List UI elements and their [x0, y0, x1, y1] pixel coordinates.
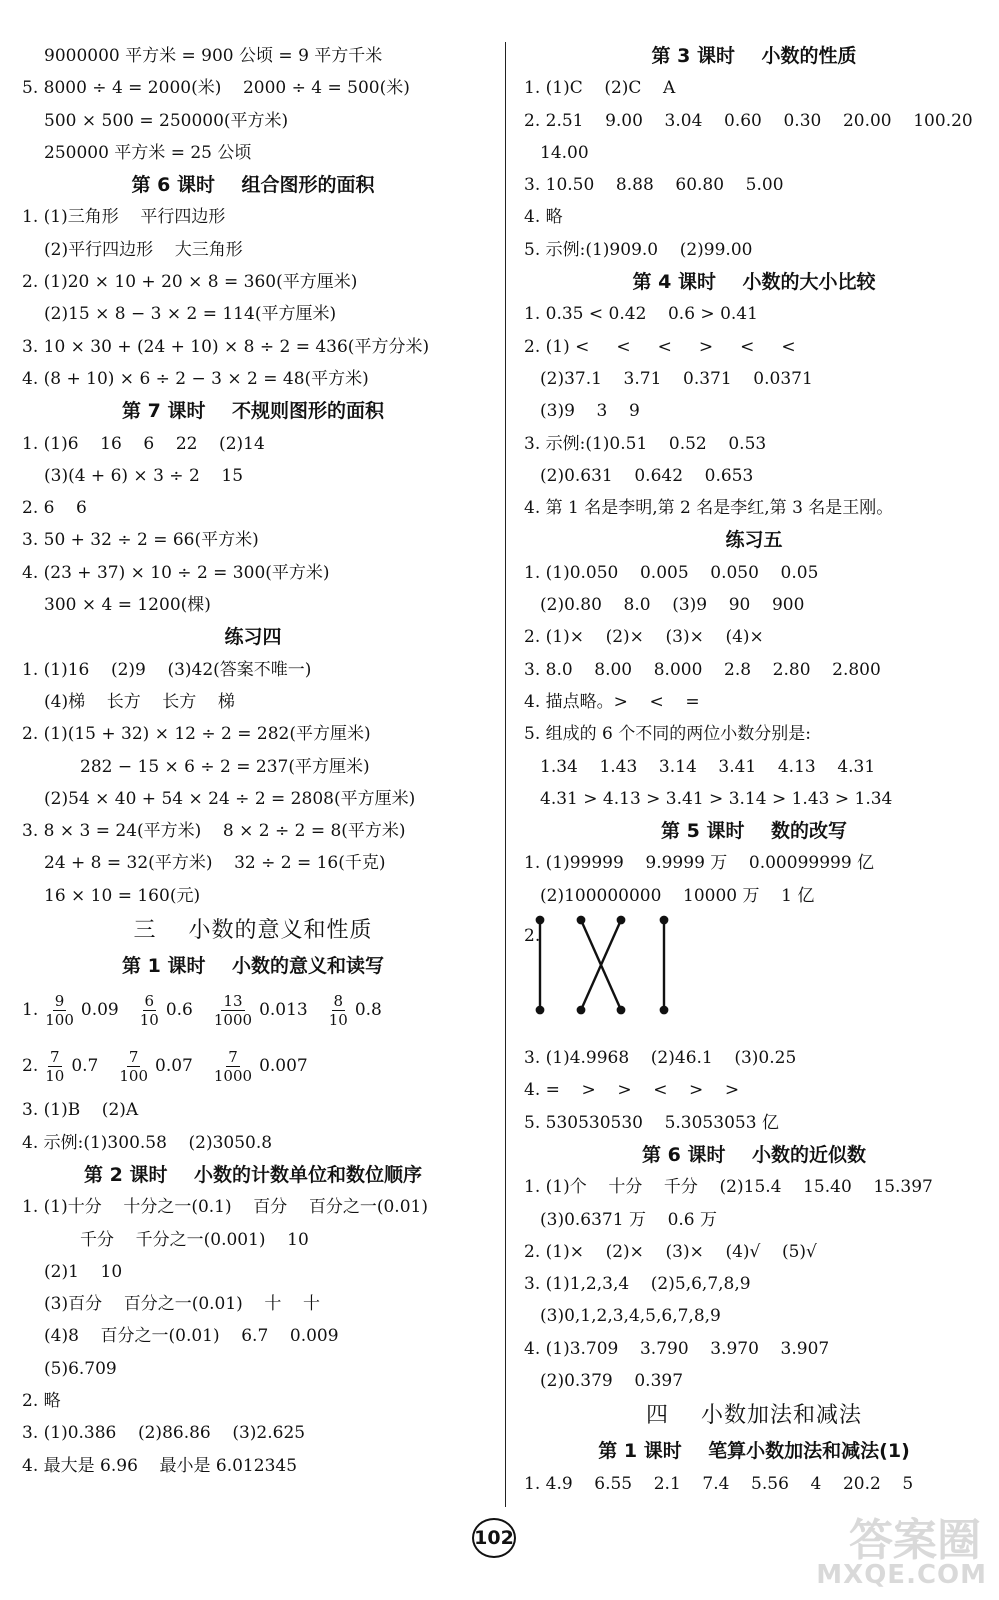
- answer-line: 4. 略: [524, 207, 563, 228]
- question-number: 2.: [22, 1056, 39, 1077]
- decimal-value: 0.8: [354, 1000, 382, 1021]
- answer-line: 3. 8 × 3 = 24(平方米) 8 × 2 ÷ 2 = 8(平方米): [22, 821, 406, 842]
- answer-line: 5. 示例:(1)909.0 (2)99.00: [524, 239, 753, 260]
- answer-line: (3)0,1,2,3,4,5,6,7,8,9: [540, 1306, 721, 1327]
- answer-line: 1. (1)6 16 6 22 (2)14: [22, 433, 265, 454]
- answer-line: 4. (1)3.709 3.790 3.970 3.907: [524, 1338, 830, 1359]
- lesson-heading: 第 1 课时 小数的意义和读写: [122, 955, 384, 978]
- answer-line: 16 × 10 = 160(元): [44, 885, 201, 906]
- watermark: 答案圈 MXQE.COM: [816, 1515, 987, 1590]
- answer-line: 9000000 平方米 = 900 公顷 = 9 平方千米: [44, 46, 383, 66]
- decimal-value: 0.07: [155, 1056, 193, 1077]
- fraction: $\frac{7}{1000}$: [213, 1047, 253, 1085]
- lesson-heading: 第 1 课时 笔算小数加法和减法(1): [598, 1440, 910, 1463]
- fraction-answer-row: [22, 1038, 484, 1094]
- answer-line: (3)0.6371 万 0.6 万: [540, 1209, 718, 1230]
- lesson-heading: 第 2 课时 小数的计数单位和数位顺序: [84, 1163, 422, 1186]
- answer-line: 3. 8.0 8.00 8.000 2.8 2.80 2.800: [524, 659, 881, 680]
- answer-line: 3. 10.50 8.88 60.80 5.00: [524, 175, 784, 196]
- answer-line: 4. 描点略。> < =: [524, 691, 700, 712]
- line-1: [537, 917, 543, 1013]
- question-number: 1.: [22, 1000, 39, 1021]
- matching-lines: [524, 912, 724, 1042]
- lesson-heading: 第 5 课时 数的改写: [661, 820, 847, 843]
- answer-line: (3)9 3 9: [540, 401, 640, 422]
- answer-line: 2. 6 6: [22, 498, 87, 519]
- lesson-heading: 第 3 课时 小数的性质: [651, 45, 857, 67]
- answer-line: 3. (1)4.9968 (2)46.1 (3)0.25: [524, 1048, 797, 1069]
- fraction: $\frac{8}{10}$: [328, 991, 348, 1029]
- fraction: $\frac{7}{10}$: [45, 1047, 65, 1085]
- answer-line: (2)54 × 40 + 54 × 24 ÷ 2 = 2808(平方厘米): [44, 788, 416, 809]
- lesson-heading: 第 6 课时 小数的近似数: [642, 1143, 866, 1166]
- answer-line: 2. (1)20 × 10 + 20 × 8 = 360(平方厘米): [22, 272, 358, 293]
- answer-line: 2. (1)× (2)× (3)× (4)√ (5)√: [524, 1241, 817, 1262]
- answer-line: 3. (1)B (2)A: [22, 1100, 139, 1121]
- answer-line: (2)1 10: [44, 1261, 123, 1282]
- fraction: $\frac{6}{10}$: [139, 991, 159, 1029]
- line-4: [661, 917, 667, 1013]
- answer-line: 24 + 8 = 32(平方米) 32 ÷ 2 = 16(千克): [44, 853, 386, 874]
- answer-line: (4)8 百分之一(0.01) 6.7 0.009: [44, 1326, 339, 1347]
- answer-line: 1. (1)16 (2)9 (3)42(答案不唯一): [22, 659, 312, 680]
- answer-line: 2. (1)(15 + 32) × 12 ÷ 2 = 282(平方厘米): [22, 724, 371, 745]
- answer-line: (2)0.631 0.642 0.653: [540, 465, 754, 486]
- answer-line: 2. (1)× (2)× (3)× (4)×: [524, 627, 764, 648]
- answer-line: 4. = > > < > >: [524, 1080, 740, 1101]
- answer-line: 2. 2.51 9.00 3.04 0.60 0.30 20.00 100.20: [524, 110, 973, 131]
- decimal-value: 0.6: [165, 1000, 193, 1021]
- answer-line: (2)37.1 3.71 0.371 0.0371: [540, 368, 813, 389]
- lesson-heading: 第 4 课时 小数的大小比较: [632, 271, 876, 294]
- answer-line: 282 − 15 × 6 ÷ 2 = 237(平方厘米): [80, 756, 370, 777]
- answer-line: 1. (1)十分 十分之一(0.1) 百分 百分之一(0.01): [22, 1197, 428, 1218]
- answer-line: (5)6.709: [44, 1358, 117, 1379]
- answer-line: 4. (23 + 37) × 10 ÷ 2 = 300(平方米): [22, 562, 330, 583]
- answer-line: 1. 0.35 < 0.42 0.6 > 0.41: [524, 304, 758, 325]
- answer-line: 5. 8000 ÷ 4 = 2000(米) 2000 ÷ 4 = 500(米): [22, 78, 410, 99]
- answer-line: 4. 示例:(1)300.58 (2)3050.8: [22, 1132, 273, 1153]
- answer-line: 1. (1)个 十分 千分 (2)15.4 15.40 15.397: [524, 1177, 933, 1198]
- answer-line: (3)(4 + 6) × 3 ÷ 2 15: [44, 465, 244, 486]
- answer-line: 1. (1)0.050 0.005 0.050 0.05: [524, 562, 819, 583]
- fraction-answer-row: [22, 982, 484, 1038]
- lesson-heading: 第 7 课时 不规则图形的面积: [122, 400, 384, 423]
- answer-line: 1. (1)三角形 平行四边形: [22, 207, 226, 228]
- right-column: [524, 40, 984, 1500]
- answer-line: 500 × 500 = 250000(平方米): [44, 110, 289, 131]
- answer-line: 14.00: [540, 142, 589, 163]
- question-number: 2.: [524, 926, 541, 947]
- lesson-heading: 第 6 课时 组合图形的面积: [131, 174, 375, 197]
- answer-line: 250000 平方米 = 25 公顷: [44, 142, 252, 163]
- answer-line: 2. 略: [22, 1390, 61, 1411]
- answer-line: (3)百分 百分之一(0.01) 十 十: [44, 1294, 321, 1315]
- decimal-value: 0.7: [71, 1056, 99, 1077]
- answer-line: (2)15 × 8 − 3 × 2 = 114(平方厘米): [44, 304, 337, 325]
- answer-line: 3. (1)0.386 (2)86.86 (3)2.625: [22, 1423, 306, 1444]
- fraction: $\frac{7}{100}$: [119, 1047, 149, 1085]
- answer-line: 1. 4.9 6.55 2.1 7.4 5.56 4 20.2 5: [524, 1473, 914, 1494]
- decimal-value: 0.09: [80, 1000, 119, 1021]
- answer-line: 4. (8 + 10) × 6 ÷ 2 − 3 × 2 = 48(平方米): [22, 368, 369, 389]
- answer-line: 4. 最大是 6.96 最小是 6.012345: [22, 1455, 298, 1476]
- page-number: 102: [472, 1518, 516, 1558]
- unit-heading: 四 小数加法和减法: [646, 1403, 862, 1429]
- answer-line: 3. (1)1,2,3,4 (2)5,6,7,8,9: [524, 1274, 751, 1295]
- answer-line: 5. 530530530 5.3053053 亿: [524, 1112, 779, 1133]
- cross-lines: [578, 917, 624, 1013]
- answer-line: 1. (1)99999 9.9999 万 0.00099999 亿: [524, 853, 875, 874]
- exercise-heading: 练习五: [725, 529, 783, 552]
- matching-diagram: [524, 912, 984, 1042]
- answer-line: 1.34 1.43 3.14 3.41 4.13 4.31: [540, 756, 876, 777]
- answer-line: (2)0.379 0.397: [540, 1370, 684, 1391]
- fraction: $\frac{13}{1000}$: [213, 991, 253, 1029]
- left-column: [22, 40, 484, 1482]
- decimal-value: 0.007: [259, 1056, 308, 1077]
- answer-line: (2)0.80 8.0 (3)9 90 900: [540, 595, 805, 616]
- answer-line: 4. 第 1 名是李明,第 2 名是李红,第 3 名是王刚。: [524, 498, 894, 519]
- column-divider: [505, 42, 506, 1507]
- answer-line: 4.31 > 4.13 > 3.41 > 3.14 > 1.43 > 1.34: [540, 788, 893, 809]
- answer-line: (2)平行四边形 大三角形: [44, 239, 243, 260]
- answer-line: 5. 组成的 6 个不同的两位小数分别是:: [524, 724, 811, 745]
- answer-line: 3. 10 × 30 + (24 + 10) × 8 ÷ 2 = 436(平方分米): [22, 336, 430, 357]
- answer-line: 3. 50 + 32 ÷ 2 = 66(平方米): [22, 530, 259, 551]
- answer-line: 2. (1) < < < > < <: [524, 336, 796, 357]
- answer-line: 千分 千分之一(0.001) 10: [80, 1229, 309, 1250]
- answer-line: 3. 示例:(1)0.51 0.52 0.53: [524, 433, 767, 454]
- fraction: $\frac{9}{100}$: [45, 991, 74, 1029]
- decimal-value: 0.013: [259, 1000, 308, 1021]
- answer-line: 300 × 4 = 1200(棵): [44, 595, 211, 616]
- answer-line: (4)梯 长方 长方 梯: [44, 691, 235, 712]
- answer-line: (2)100000000 10000 万 1 亿: [540, 885, 815, 906]
- unit-heading: 三 小数的意义和性质: [133, 918, 373, 944]
- answer-line: 1. (1)C (2)C A: [524, 78, 676, 99]
- exercise-heading: 练习四: [224, 626, 282, 649]
